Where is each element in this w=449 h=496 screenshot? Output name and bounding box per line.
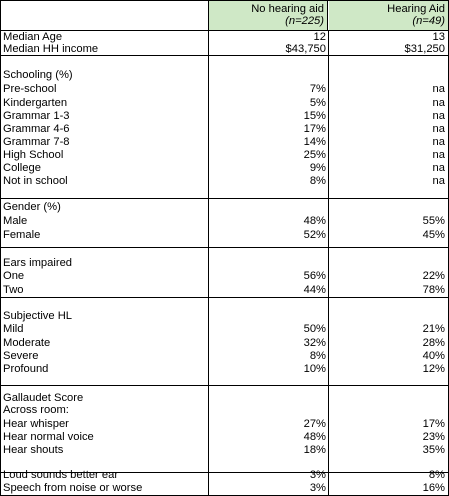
value-hearing-aid: 12%: [422, 363, 445, 375]
row-label: Hear shouts: [3, 444, 64, 456]
table-row: [1, 162, 448, 174]
value-no-hearing-aid: 44%: [303, 284, 326, 296]
row-label: Schooling (%): [3, 69, 73, 81]
row-label: Subjective HL: [3, 310, 73, 322]
value-no-hearing-aid: 14%: [303, 136, 326, 148]
row-label: Kindergarten: [3, 97, 68, 109]
value-hearing-aid: 78%: [422, 284, 445, 296]
value-no-hearing-aid: 25%: [303, 149, 326, 161]
table-row: [1, 215, 448, 227]
value-hearing-aid: 45%: [422, 229, 445, 241]
value-hearing-aid: 8%: [428, 469, 445, 481]
value-hearing-aid: na: [432, 175, 445, 187]
table-header: [1, 1, 448, 31]
value-hearing-aid: na: [432, 136, 445, 148]
value-no-hearing-aid: 8%: [309, 175, 326, 187]
row-label: Grammar 1-3: [3, 110, 70, 122]
table-row: [1, 123, 448, 135]
value-no-hearing-aid: 10%: [303, 363, 326, 375]
header-no-hearing-aid: [208, 1, 328, 30]
row-label: Median HH income: [3, 43, 99, 55]
value-no-hearing-aid: 15%: [303, 110, 326, 122]
table-row: [1, 31, 448, 43]
row-label: Median Age: [3, 31, 63, 43]
row-label: Grammar 4-6: [3, 123, 70, 135]
section-divider: [1, 247, 448, 248]
value-no-hearing-aid: 48%: [303, 431, 326, 443]
value-no-hearing-aid: 56%: [303, 270, 326, 282]
row-label: Moderate: [3, 337, 51, 349]
table-row: [1, 175, 448, 187]
header-no-hearing-aid-title: No hearing aid: [251, 3, 324, 15]
row-label: Ears impaired: [3, 257, 73, 269]
table-row: [1, 363, 448, 375]
table-row: [1, 482, 448, 494]
table-row: [1, 110, 448, 122]
row-label: Severe: [3, 350, 39, 362]
row-label: Loud sounds better ear: [3, 469, 119, 481]
value-no-hearing-aid: 3%: [309, 482, 326, 494]
value-no-hearing-aid: 3%: [309, 469, 326, 481]
value-hearing-aid: 35%: [422, 444, 445, 456]
row-label: High School: [3, 149, 64, 161]
header-hearing-aid-n: (n=49): [412, 15, 445, 27]
value-no-hearing-aid: 50%: [303, 323, 326, 335]
row-label: Male: [3, 215, 28, 227]
row-label: Profound: [3, 363, 49, 375]
table-row: [1, 136, 448, 148]
table-row: [1, 323, 448, 335]
value-no-hearing-aid: 5%: [309, 97, 326, 109]
value-no-hearing-aid: 48%: [303, 215, 326, 227]
value-no-hearing-aid: 18%: [303, 444, 326, 456]
row-label: Speech from noise or worse: [3, 482, 143, 494]
table-row: [1, 284, 448, 296]
value-no-hearing-aid: 7%: [309, 83, 326, 95]
value-hearing-aid: na: [432, 123, 445, 135]
table-row: [1, 431, 448, 443]
row-label: Hear normal voice: [3, 431, 94, 443]
table-row: [1, 418, 448, 430]
row-label: Gender (%): [3, 201, 61, 213]
value-hearing-aid: na: [432, 162, 445, 174]
section-divider: [1, 297, 448, 298]
table-row: [1, 444, 448, 456]
value-no-hearing-aid: 12: [313, 31, 326, 43]
table-row: [1, 43, 448, 55]
row-label: Mild: [3, 323, 24, 335]
table-row: [1, 337, 448, 349]
table-row: [1, 149, 448, 161]
section-heading: [1, 69, 448, 81]
section-heading: [1, 257, 448, 269]
section-subheading: [1, 404, 448, 416]
value-no-hearing-aid: 17%: [303, 123, 326, 135]
row-label: Gallaudet Score: [3, 392, 84, 404]
table-row: [1, 469, 448, 481]
value-hearing-aid: 40%: [422, 350, 445, 362]
value-hearing-aid: 16%: [422, 482, 445, 494]
value-hearing-aid: $31,250: [404, 43, 445, 55]
value-hearing-aid: 23%: [422, 431, 445, 443]
header-hearing-aid: [329, 1, 448, 30]
value-no-hearing-aid: 27%: [303, 418, 326, 430]
value-hearing-aid: 22%: [422, 270, 445, 282]
section-divider: [1, 55, 448, 56]
value-no-hearing-aid: $43,750: [285, 43, 326, 55]
section-heading: [1, 310, 448, 322]
table-row: [1, 97, 448, 109]
value-hearing-aid: na: [432, 149, 445, 161]
value-no-hearing-aid: 52%: [303, 229, 326, 241]
value-hearing-aid: 17%: [422, 418, 445, 430]
section-heading: [1, 392, 448, 404]
table-row: [1, 350, 448, 362]
value-hearing-aid: 21%: [422, 323, 445, 335]
row-label: College: [3, 162, 41, 174]
value-hearing-aid: 28%: [422, 337, 445, 349]
header-hearing-aid-title: Hearing Aid: [387, 3, 445, 15]
value-hearing-aid: na: [432, 97, 445, 109]
row-label: Grammar 7-8: [3, 136, 70, 148]
header-no-hearing-aid-n: (n=225): [285, 15, 324, 27]
section-divider: [1, 198, 448, 199]
section-divider: [1, 385, 448, 386]
row-label: Female: [3, 229, 41, 241]
value-no-hearing-aid: 32%: [303, 337, 326, 349]
row-label: Two: [3, 284, 24, 296]
row-label: One: [3, 270, 25, 282]
value-hearing-aid: na: [432, 83, 445, 95]
value-no-hearing-aid: 9%: [309, 162, 326, 174]
table-row: [1, 270, 448, 282]
value-hearing-aid: 55%: [422, 215, 445, 227]
row-label: Pre-school: [3, 83, 57, 95]
section-heading: [1, 201, 448, 213]
row-label: Across room:: [3, 404, 69, 416]
row-label: Not in school: [3, 175, 68, 187]
table-row: [1, 229, 448, 241]
row-label: Hear whisper: [3, 418, 69, 430]
value-hearing-aid: na: [432, 110, 445, 122]
table-row: [1, 83, 448, 95]
value-no-hearing-aid: 8%: [309, 350, 326, 362]
value-hearing-aid: 13: [432, 31, 445, 43]
